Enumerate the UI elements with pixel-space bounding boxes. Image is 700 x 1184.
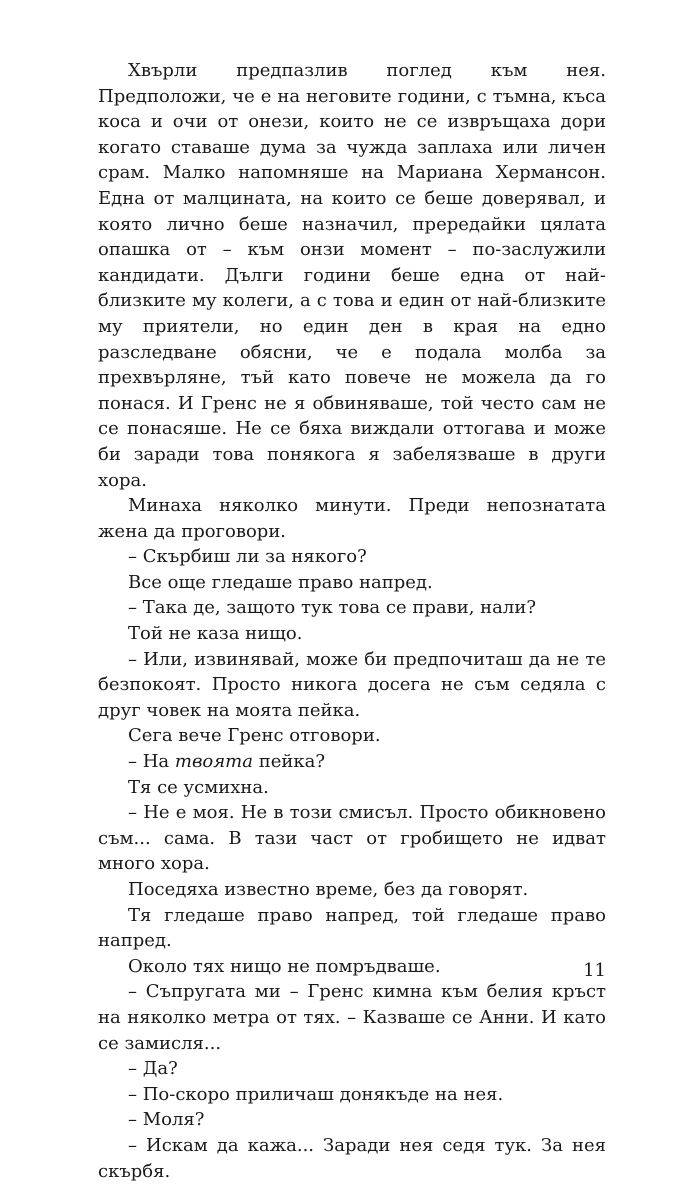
body-text [98, 58, 606, 1184]
paragraph: – Така де, защото тук това се прави, нали? [128, 597, 536, 619]
paragraph: – Моля? [128, 1109, 205, 1131]
text-run: – На [128, 751, 175, 773]
paragraph: Тя гледаше право напред, той гледаше право напред. [98, 904, 606, 952]
page-number: 11 [583, 960, 606, 981]
paragraph: – Не е моя. Не в този смисъл. Просто обикновено съм... сама. В тази част от гробището не идват много хора. [98, 802, 606, 875]
paragraph: – Съпругата ми – Гренс кимна към белия кръст на няколко метра от тях. – Казваше се Анни. И като се замисля... [98, 981, 606, 1054]
paragraph: – Искам да кажа... Заради нея седя тук. За нея скърбя. [98, 1134, 606, 1182]
paragraph: Той не каза нищо. [128, 623, 303, 645]
paragraph: – Или, извинявай, може би предпочиташ да не те безпокоят. Просто никога досега не съм седяла с друг човек на моята пейка. [98, 648, 606, 721]
paragraph: Все още гледаше право напред. [128, 571, 433, 593]
paragraph: Минаха няколко минути. Преди непознатата жена да проговори. [98, 495, 606, 542]
paragraph: Около тях нищо не помръдваше. [128, 955, 441, 977]
paragraph: – Да? [128, 1058, 178, 1080]
text-run: пейка? [252, 751, 325, 773]
paragraph: Поседяха известно време, без да говорят. [128, 879, 529, 900]
paragraph [98, 749, 606, 775]
paragraph: – Скърбиш ли за някого? [128, 546, 367, 568]
paragraph: Тя се усмихна. [128, 776, 269, 798]
paragraph: Хвърли предпазлив поглед към нея. Предположи, че е на неговите години, с тъмна, къса коса и очи от онези, които не се извръщаха дори когато ставаше дума за чужда заплаха или личен срам. Малко напомняше на Мариана Хермансон. Една от малцината, на които се беше доверявал, и която лично беше назначил, прередайки цялата опашка от – към онзи момент – по-заслужили кандидати. Дълги години беше една от най-близките му колеги, а с това и един от най-близките му приятели, но един ден в края на едно разследване обясни, че е подала молба за прехвърляне, тъй като повече не можела да го понася. И Гренс не я обвиняваше, той често сам не се понасяше. Не се бяха виждали оттогава и може би заради това понякога я забелязваше в други хора. [98, 60, 606, 491]
paragraph: – По-скоро приличаш донякъде на нея. [128, 1083, 504, 1105]
emphasis-text: твоята [174, 751, 253, 773]
paragraph: Сега вече Гренс отговори. [128, 725, 381, 747]
